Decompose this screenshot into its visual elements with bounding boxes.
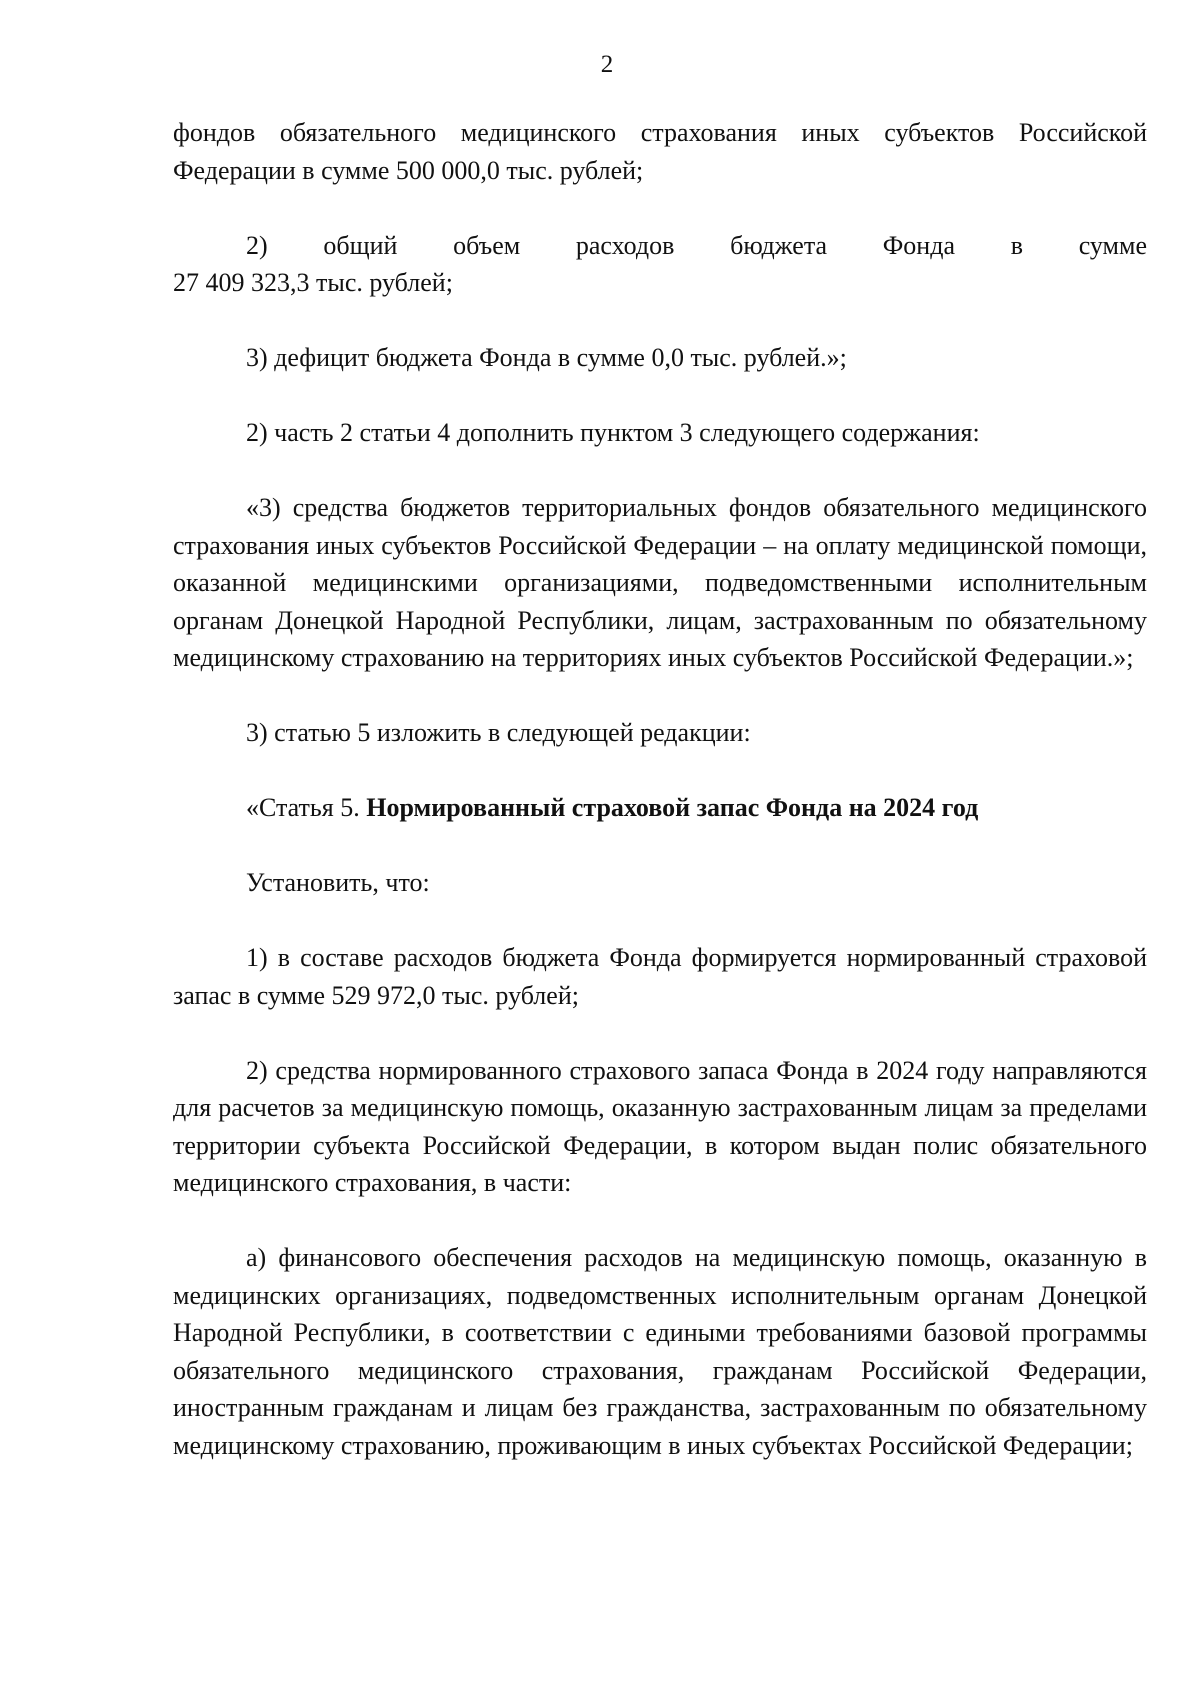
paragraph-article5-amendment: 3) статью 5 изложить в следующей редакции: [246,718,751,747]
paragraph-article4-amendment: 2) часть 2 статьи 4 дополнить пунктом 3 следующего содержания: [246,418,980,447]
article-5-prefix: «Статья 5. [246,793,367,822]
article-5-title: Нормированный страховой запас Фонда на 2024 год [366,793,979,822]
paragraph-total-expenses-amount: 27 409 323,3 тыс. рублей; [173,268,453,297]
paragraph-reserve-amount: 1) в составе расходов бюджета Фонда формируется нормированный страховой запас в сумме 529 972,0 тыс. рублей; [173,943,1147,1010]
paragraph-total-expenses-text: 2) общий объем расходов бюджета Фонда в сумме [246,230,1147,260]
paragraph-deficit: 3) дефицит бюджета Фонда в сумме 0,0 тыс. рублей.»; [246,343,847,372]
document-body [173,114,1147,1464]
paragraph-total-expenses [173,227,1147,265]
paragraph-continuation: фондов обязательного медицинского страхования иных субъектов Российской Федерации в сумме 500 000,0 тыс. рублей; [173,118,1147,185]
paragraph-establish: Установить, что: [246,868,430,897]
paragraph-item3-funds: «3) средства бюджетов территориальных фондов обязательного медицинского страхования иных субъектов Российской Федерации – на оплату медицинской помощи, оказанной медицинскими организациями, подведомственными исполнительным органам Донецкой Народной Республики, лицам, застрахованным по обязательному медицинскому страхованию на территориях иных субъектов Российской Федерации.»; [173,493,1147,672]
article-5-heading [173,789,1147,827]
paragraph-subitem-a: а) финансового обеспечения расходов на медицинскую помощь, оказанную в медицинских организациях, подведомственных исполнительным органам Донецкой Народной Республики, в соответствии с едиными требованиями базовой программы обязательного медицинского страхования, гражданам Российской Федерации, иностранным гражданам и лицам без гражданства, застрахованным по обязательному медицинскому страхованию, проживающим в иных субъектах Российской Федерации; [173,1243,1147,1460]
paragraph-reserve-use: 2) средства нормированного страхового запаса Фонда в 2024 году направляются для расчетов за медицинскую помощь, оказанную застрахованным лицам за пределами территории субъекта Российской Федерации, в котором выдан полис обязательного медицинского страхования, в части: [173,1055,1147,1197]
page-number: 2 [600,51,614,78]
